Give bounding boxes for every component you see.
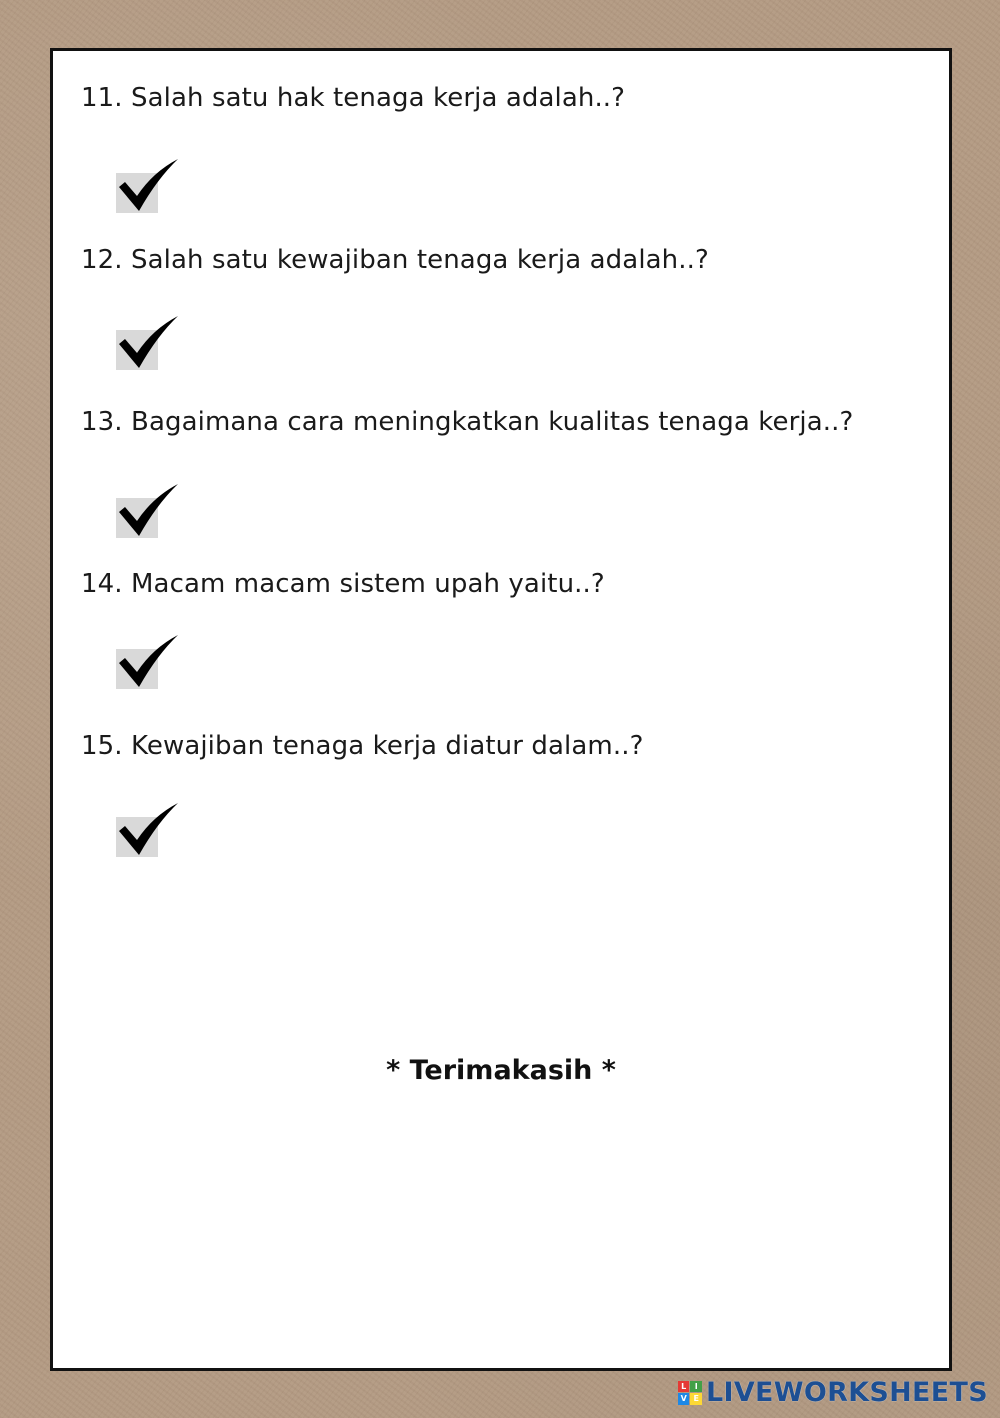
question-14: 14. Macam macam sistem upah yaitu..?	[81, 569, 605, 599]
answer-box-11[interactable]	[116, 173, 158, 213]
liveworksheets-logo-icon	[678, 1381, 702, 1405]
logo-letter: E	[690, 1393, 702, 1405]
answer-box-12[interactable]	[116, 330, 158, 370]
checkmark-icon	[116, 157, 180, 215]
answer-box-13[interactable]	[116, 498, 158, 538]
logo-letter: L	[678, 1381, 690, 1393]
question-11: 11. Salah satu hak tenaga kerja adalah..?	[81, 83, 626, 113]
question-13: 13. Bagaimana cara meningkatkan kualitas tenaga kerja..?	[81, 407, 854, 437]
logo-letter: I	[690, 1381, 702, 1393]
closing-message: * Terimakasih *	[386, 1055, 616, 1086]
checkmark-icon	[116, 633, 180, 691]
question-12: 12. Salah satu kewajiban tenaga kerja adalah..?	[81, 245, 709, 275]
checkmark-icon	[116, 314, 180, 372]
answer-box-14[interactable]	[116, 649, 158, 689]
logo-letter: V	[678, 1393, 690, 1405]
brand-text: LIVEWORKSHEETS	[705, 1377, 988, 1408]
checkmark-icon	[116, 482, 180, 540]
answer-box-15[interactable]	[116, 817, 158, 857]
checkmark-icon	[116, 801, 180, 859]
liveworksheets-brand[interactable]	[678, 1377, 988, 1408]
worksheet-page	[50, 48, 952, 1371]
question-15: 15. Kewajiban tenaga kerja diatur dalam..?	[81, 731, 644, 761]
